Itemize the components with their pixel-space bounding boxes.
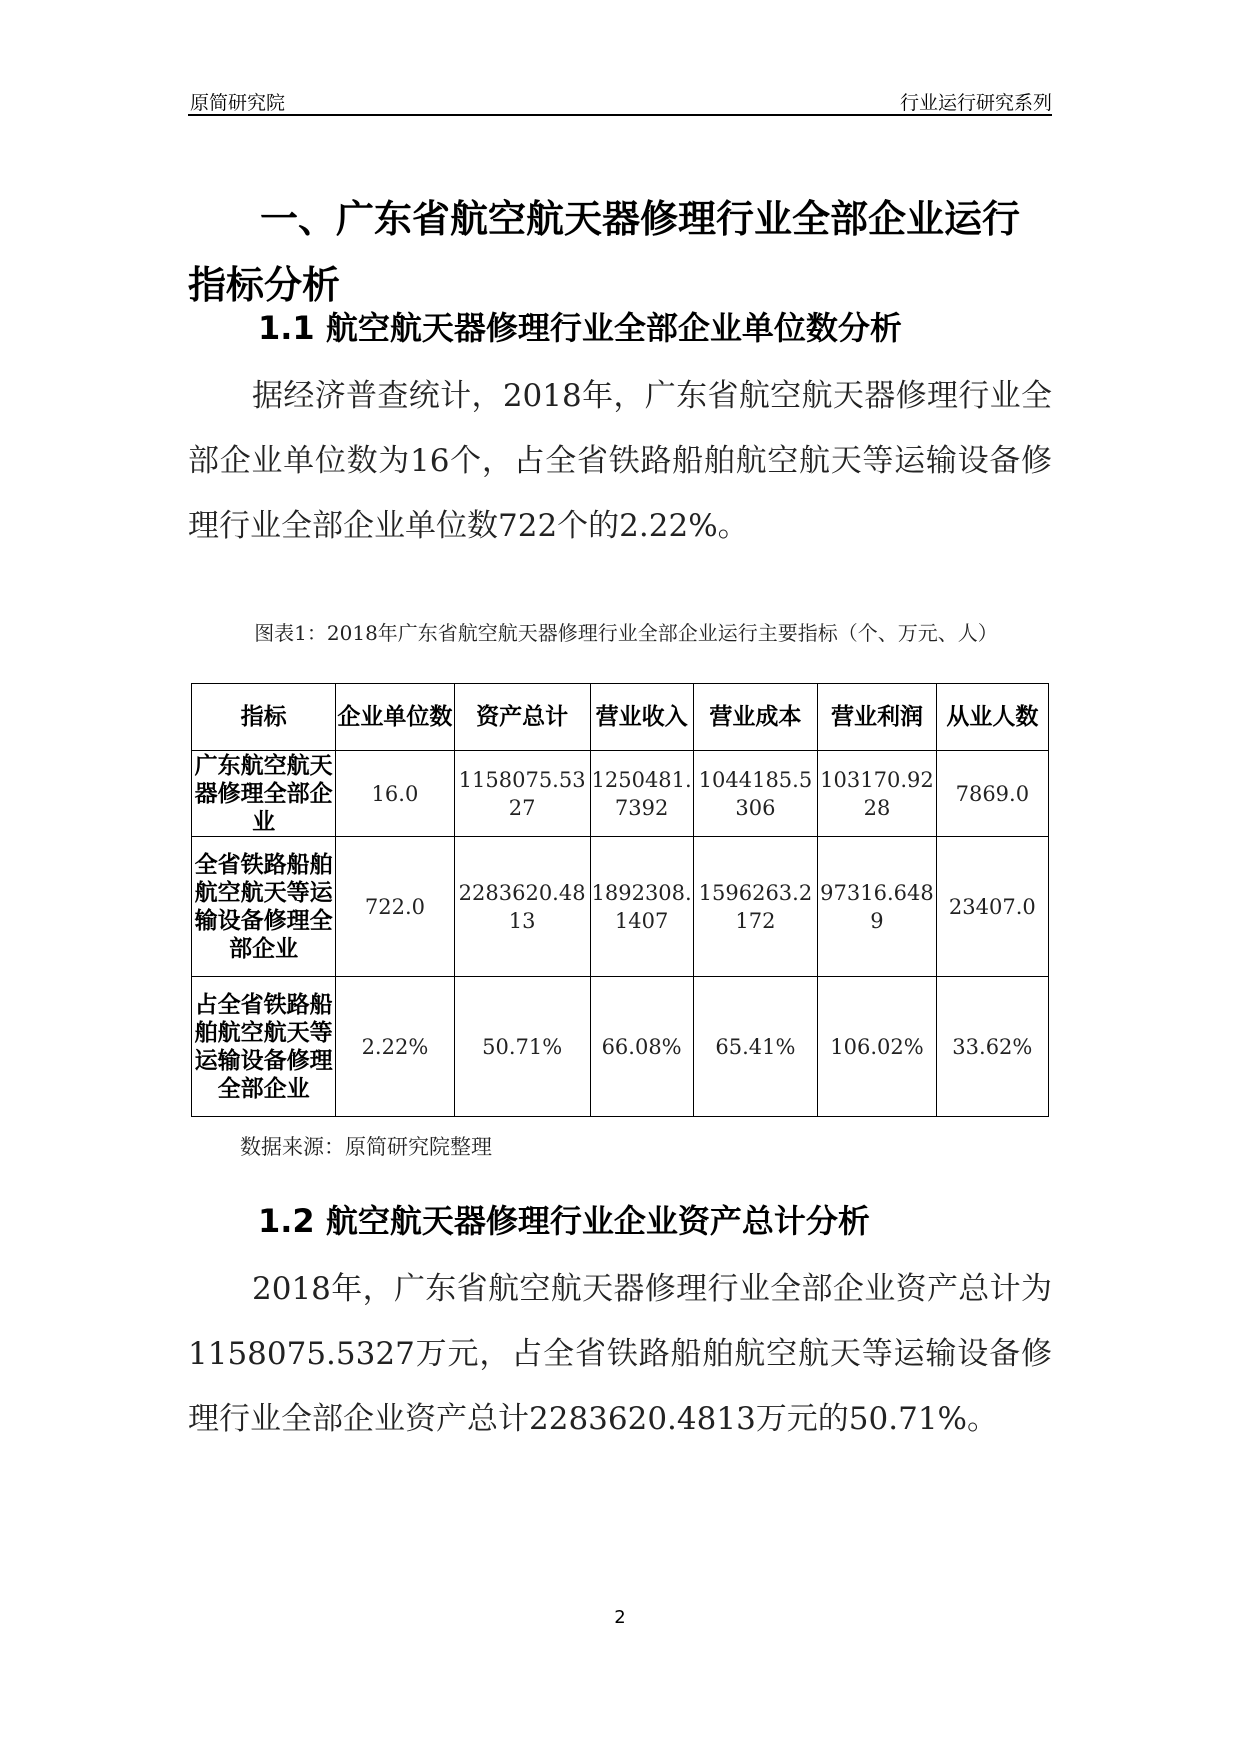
section-1-1-paragraph: 据经济普查统计，2018年，广东省航空航天器修理行业全部企业单位数为16个，占全省铁路船舶航空航天等运输设备修理行业全部企业单位数722个的2.22%。: [188, 378, 1052, 544]
table-cell: 103170.9228: [818, 751, 936, 837]
table-cell: 23407.0: [936, 837, 1048, 977]
table-cell: 16.0: [336, 751, 454, 837]
header-total-assets: 资产总计: [454, 684, 590, 751]
header-left-text: 原简研究院: [190, 92, 286, 114]
table-caption: 图表1：2018年广东省航空航天器修理行业全部企业运行主要指标（个、万元、人）: [254, 621, 998, 645]
row-label: 全省铁路船舶航空航天等运输设备修理全部企业: [192, 837, 336, 977]
table-cell: 2283620.4813: [454, 837, 590, 977]
table-cell: 1892308.1407: [590, 837, 693, 977]
table-cell: 1158075.5327: [454, 751, 590, 837]
indicator-table: [191, 683, 1049, 1117]
header-divider: [188, 114, 1052, 116]
header-cost: 营业成本: [693, 684, 818, 751]
header-revenue: 营业收入: [590, 684, 693, 751]
table-cell: 1250481.7392: [590, 751, 693, 837]
table-cell: 106.02%: [818, 977, 936, 1117]
header-unit-count: 企业单位数: [336, 684, 454, 751]
table-row: [192, 977, 1049, 1117]
section-1-2-paragraph: 2018年，广东省航空航天器修理行业全部企业资产总计为1158075.5327万元，占全省铁路船舶航空航天等运输设备修理行业全部企业资产总计2283620.4813万元的50.71%。: [188, 1271, 1052, 1437]
header-employees: 从业人数: [936, 684, 1048, 751]
table-cell: 65.41%: [693, 977, 818, 1117]
chapter-heading: 一、广东省航空航天器修理行业全部企业运行指标分析: [188, 197, 1021, 307]
header-profit: 营业利润: [818, 684, 936, 751]
table-cell: 7869.0: [936, 751, 1048, 837]
table-cell: 1044185.5306: [693, 751, 818, 837]
section-1-2-title: 1.2 航空航天器修理行业企业资产总计分析: [258, 1202, 870, 1240]
table-header-row: [192, 684, 1049, 751]
table-cell: 2.22%: [336, 977, 454, 1117]
header-right-text: 行业运行研究系列: [899, 92, 1052, 114]
table-cell: 66.08%: [590, 977, 693, 1117]
table-cell: 722.0: [336, 837, 454, 977]
page-number: 2: [614, 1607, 626, 1628]
table-cell: 1596263.2172: [693, 837, 818, 977]
header-indicator: 指标: [192, 684, 336, 751]
row-label: 广东航空航天器修理全部企业: [192, 751, 336, 837]
table-row: [192, 837, 1049, 977]
table-cell: 50.71%: [454, 977, 590, 1117]
section-1-1-title: 1.1 航空航天器修理行业全部企业单位数分析: [258, 309, 902, 347]
row-label: 占全省铁路船舶航空航天等运输设备修理全部企业: [192, 977, 336, 1117]
table-cell: 97316.6489: [818, 837, 936, 977]
table-row: [192, 751, 1049, 837]
table-cell: 33.62%: [936, 977, 1048, 1117]
table-source-note: 数据来源：原简研究院整理: [240, 1135, 492, 1159]
